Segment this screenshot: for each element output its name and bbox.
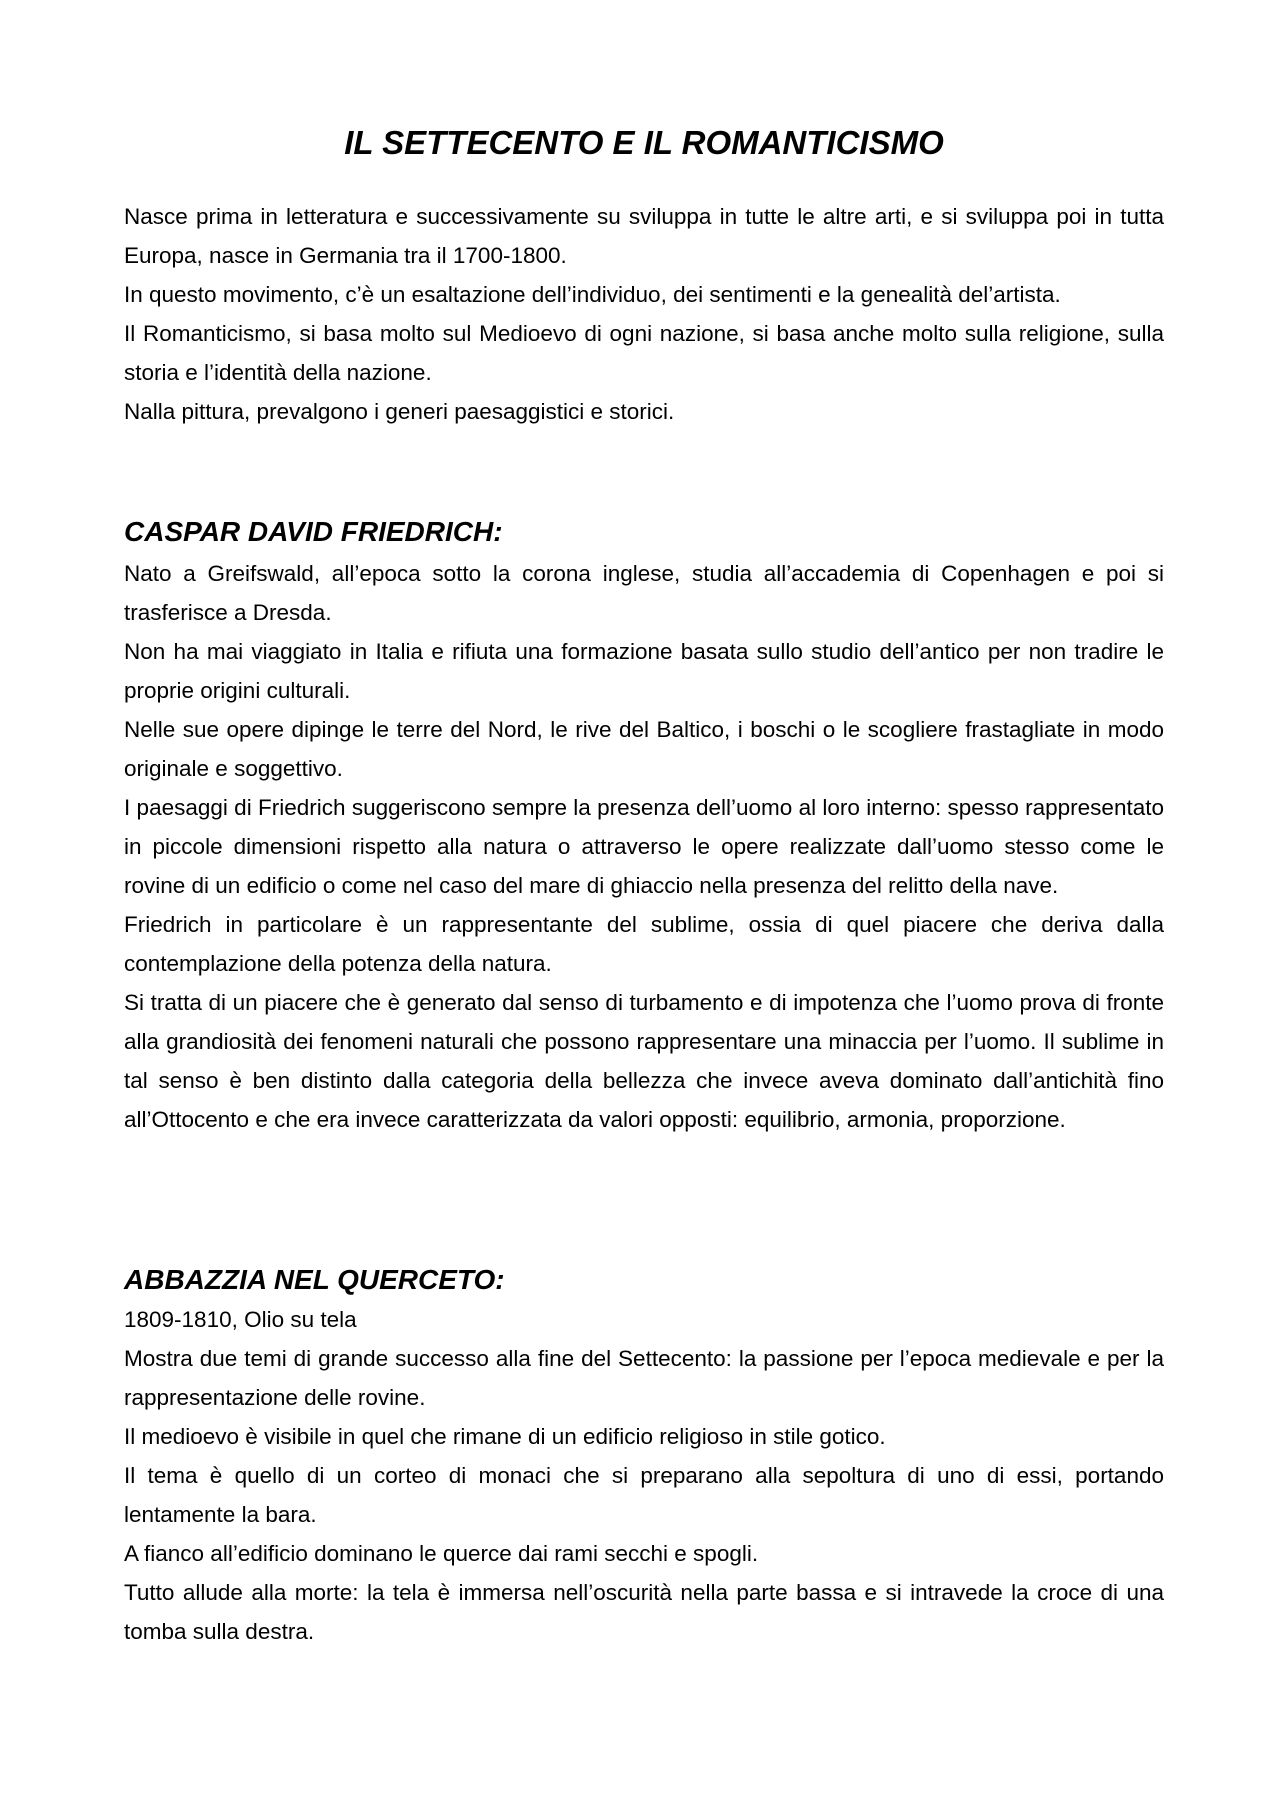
- abbazia-heading: ABBAZZIA NEL QUERCETO:: [124, 1264, 505, 1295]
- friedrich-paragraph: I paesaggi di Friedrich suggeriscono sempre la presenza dell’uomo al loro interno: spesso rappresentato in piccole dimensioni rispetto alla natura o attraverso le opere realizzate dall’uomo stesso come le rovine di un edificio o come nel caso del mare di ghiaccio nella presenza del relitto della nave.: [124, 795, 1164, 898]
- intro-paragraph: In questo movimento, c’è un esaltazione dell’individuo, dei sentimenti e la genealità del’artista.: [124, 282, 1061, 307]
- friedrich-paragraph: Nelle sue opere dipinge le terre del Nord, le rive del Baltico, i boschi o le scogliere frastagliate in modo originale e soggettivo.: [124, 717, 1164, 781]
- friedrich-paragraph: Si tratta di un piacere che è generato dal senso di turbamento e di impotenza che l’uomo prova di fronte alla grandiosità dei fenomeni naturali che possono rappresentare una minaccia per l’uomo. Il sublime in tal senso è ben distinto dalla categoria della bellezza che invece aveva dominato dall’antichità fino all’Ottocento e che era invece caratterizzata da valori opposti: equilibrio, armonia, proporzione.: [124, 990, 1164, 1132]
- friedrich-paragraph: Nato a Greifswald, all’epoca sotto la corona inglese, studia all’accademia di Copenhagen e poi si trasferisce a Dresda.: [124, 561, 1164, 625]
- abbazia-paragraph: Il tema è quello di un corteo di monaci che si preparano alla sepoltura di uno di essi, portando lentamente la bara.: [124, 1463, 1164, 1527]
- intro-paragraph: Il Romanticismo, si basa molto sul Medioevo di ogni nazione, si basa anche molto sulla religione, sulla storia e l’identità della nazione.: [124, 321, 1164, 385]
- friedrich-heading: CASPAR DAVID FRIEDRICH:: [124, 516, 503, 547]
- intro-paragraph: Nalla pittura, prevalgono i generi paesaggistici e storici.: [124, 399, 675, 424]
- abbazia-paragraph: Mostra due temi di grande successo alla fine del Settecento: la passione per l’epoca medievale e per la rappresentazione delle rovine.: [124, 1346, 1164, 1410]
- abbazia-paragraph: Il medioevo è visibile in quel che rimane di un edificio religioso in stile gotico.: [124, 1424, 886, 1449]
- document-title: IL SETTECENTO E IL ROMANTICISMO: [344, 124, 944, 161]
- intro-section: [124, 197, 1164, 431]
- friedrich-paragraph: Friedrich in particolare è un rappresentante del sublime, ossia di quel piacere che deriva dalla contemplazione della potenza della natura.: [124, 912, 1164, 976]
- friedrich-section: [124, 514, 1164, 1139]
- abbazia-paragraph: A fianco all’edificio dominano le querce dai rami secchi e spogli.: [124, 1541, 759, 1566]
- friedrich-paragraph: Non ha mai viaggiato in Italia e rifiuta una formazione basata sullo studio dell’antico per non tradire le proprie origini culturali.: [124, 639, 1164, 703]
- artwork-date-medium: 1809-1810, Olio su tela: [124, 1307, 357, 1332]
- intro-paragraph: Nasce prima in letteratura e successivamente su sviluppa in tutte le altre arti, e si sviluppa poi in tutta Europa, nasce in Germania tra il 1700-1800.: [124, 204, 1164, 268]
- abbazia-section: [124, 1262, 1164, 1651]
- abbazia-paragraph: Tutto allude alla morte: la tela è immersa nell’oscurità nella parte bassa e si intravede la croce di una tomba sulla destra.: [124, 1580, 1164, 1644]
